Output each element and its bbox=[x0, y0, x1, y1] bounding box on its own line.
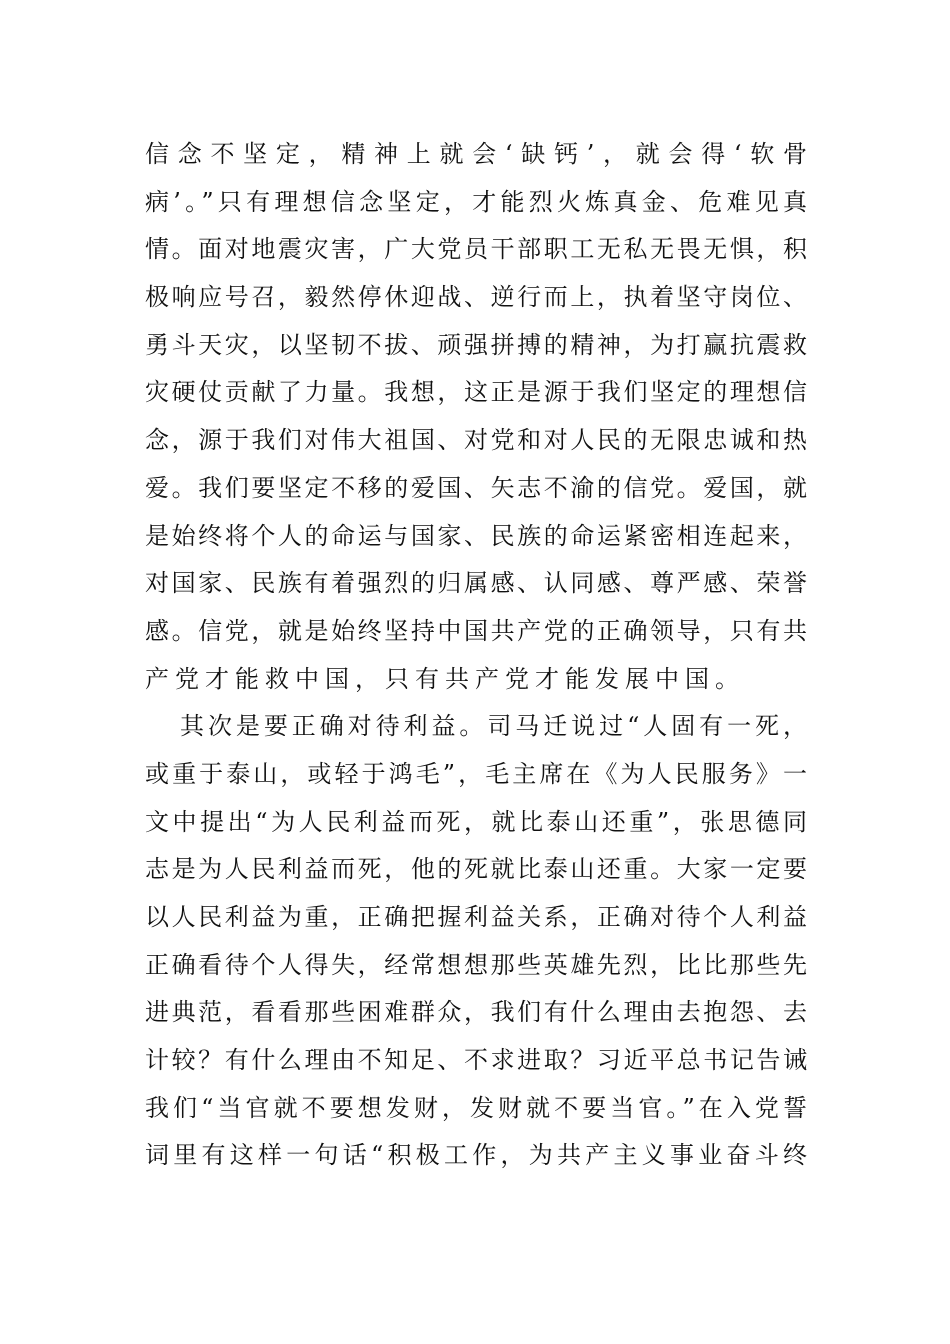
text-line: 以人民利益为重，正确把握利益关系，正确对待个人利益 bbox=[145, 903, 807, 931]
text-line: 信念不坚定，精神上就会‘缺钙’，就会得‘软骨 bbox=[145, 140, 807, 168]
text-line: 或重于泰山，或轻于鸿毛”，毛主席在《为人民服务》一 bbox=[145, 759, 807, 788]
text-line: 感。信党，就是始终坚持中国共产党的正确领导，只有共 bbox=[145, 616, 807, 645]
text-line: 志是为人民利益而死，他的死就比泰山还重。大家一定要 bbox=[145, 855, 807, 884]
text-line: 计较？有什么理由不知足、不求进取？习近平总书记告诫 bbox=[145, 1046, 807, 1075]
text-line: 极响应号召，毅然停休迎战、逆行而上，执着坚守岗位、 bbox=[145, 283, 807, 312]
paragraph bbox=[145, 131, 807, 703]
text-line: 念，源于我们对伟大祖国、对党和对人民的无限忠诚和热 bbox=[145, 426, 807, 455]
text-line: 勇斗天灾，以坚韧不拔、顽强拼搏的精神，为打赢抗震救 bbox=[145, 330, 807, 359]
text-line: 爱。我们要坚定不移的爱国、矢志不渝的信党。爱国，就 bbox=[145, 473, 807, 502]
text-line: 是始终将个人的命运与国家、民族的命运紧密相连起来， bbox=[145, 521, 807, 550]
text-line: 文中提出“为人民利益而死，就比泰山还重”，张思德同 bbox=[145, 807, 807, 836]
text-line: 灾硬仗贡献了力量。我想，这正是源于我们坚定的理想信 bbox=[145, 378, 807, 407]
text-line: 病’。”只有理想信念坚定，才能烈火炼真金、危难见真 bbox=[145, 187, 807, 216]
text-line: 我们“当官就不要想发财，发财就不要当官。”在入党誓 bbox=[145, 1093, 807, 1122]
text-line: 产党才能救中国，只有共产党才能发展中国。 bbox=[145, 664, 745, 693]
text-line: 正确看待个人得失，经常想想那些英雄先烈，比比那些先 bbox=[145, 950, 807, 979]
text-line: 对国家、民族有着强烈的归属感、认同感、尊严感、荣誉 bbox=[145, 569, 807, 598]
paragraph bbox=[145, 703, 807, 1180]
text-line: 情。面对地震灾害，广大党员干部职工无私无畏无惧，积 bbox=[145, 235, 807, 264]
document-page bbox=[145, 131, 807, 1180]
text-line: 进典范，看看那些困难群众，我们有什么理由去抱怨、去 bbox=[145, 998, 807, 1027]
text-line: 其次是要正确对待利益。司马迁说过“人固有一死， bbox=[180, 712, 807, 741]
text-line: 词里有这样一句话“积极工作，为共产主义事业奋斗终 bbox=[145, 1141, 807, 1170]
